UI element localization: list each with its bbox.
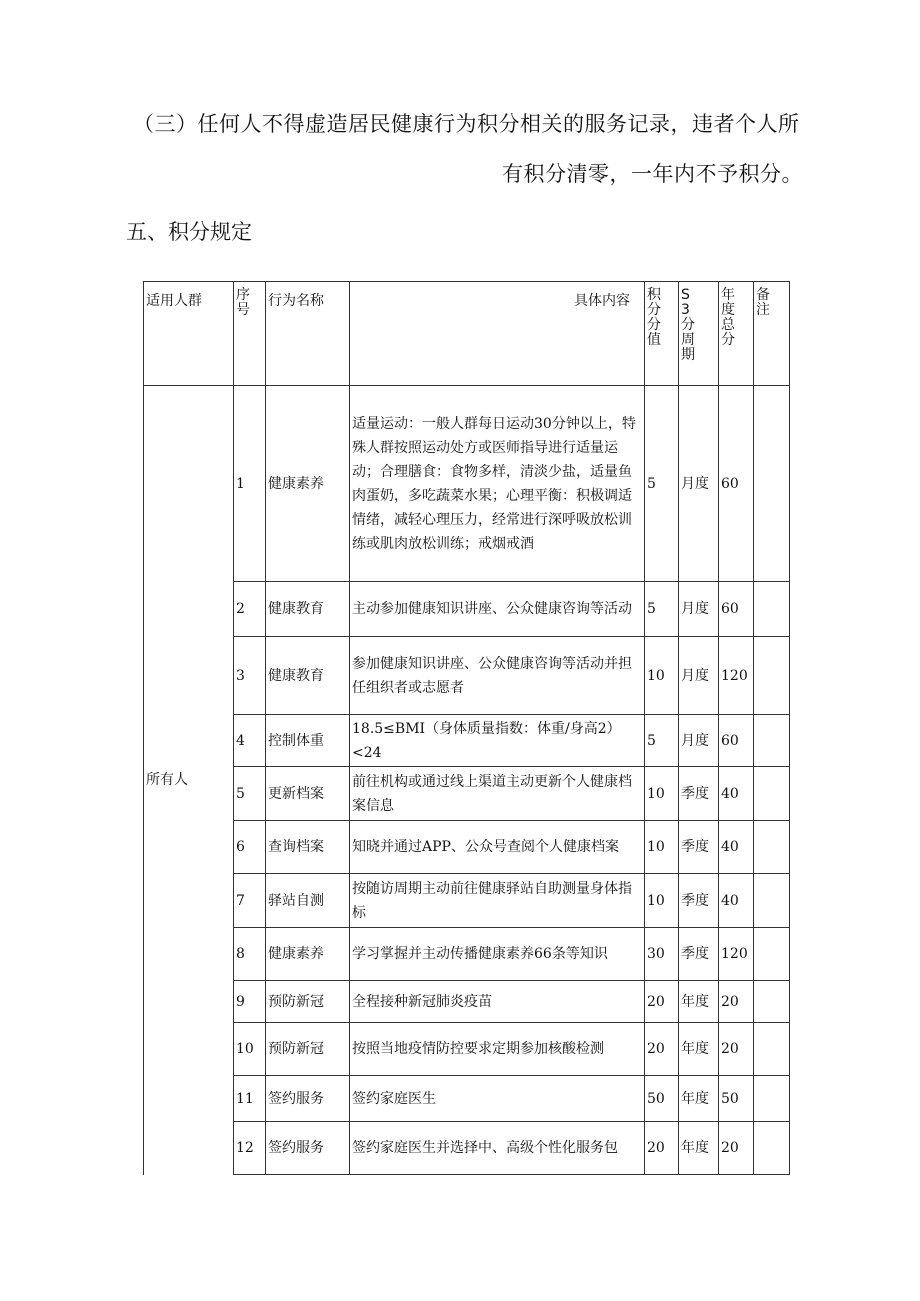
row-name: 预防新冠 <box>266 981 350 1023</box>
row-annual: 40 <box>719 874 754 928</box>
row-points: 20 <box>645 981 679 1023</box>
table-row <box>144 874 790 928</box>
row-annual: 40 <box>719 767 754 821</box>
table-header-row <box>144 282 790 386</box>
row-remark <box>754 874 790 928</box>
row-annual: 60 <box>719 582 754 637</box>
row-name: 驿站自测 <box>266 874 350 928</box>
row-content: 参加健康知识讲座、公众健康咨询等活动并担任组织者或志愿者 <box>350 637 645 715</box>
header-annual: 年度总分 <box>719 282 754 386</box>
row-annual: 120 <box>719 928 754 981</box>
row-index: 3 <box>234 637 266 715</box>
row-index: 11 <box>234 1076 266 1122</box>
header-remark: 备注 <box>754 282 790 386</box>
table-row <box>144 582 790 637</box>
row-remark <box>754 637 790 715</box>
row-cycle: 年度 <box>679 1023 719 1076</box>
points-rules-table <box>143 281 790 1175</box>
row-cycle: 年度 <box>679 981 719 1023</box>
row-annual: 50 <box>719 1076 754 1122</box>
row-index: 2 <box>234 582 266 637</box>
row-name: 健康素养 <box>266 928 350 981</box>
row-index: 9 <box>234 981 266 1023</box>
header-content: 具体内容 <box>350 282 645 386</box>
header-index: 序号 <box>234 282 266 386</box>
row-annual: 20 <box>719 981 754 1023</box>
row-cycle: 月度 <box>679 715 719 767</box>
row-points: 30 <box>645 928 679 981</box>
row-remark <box>754 386 790 582</box>
row-index: 5 <box>234 767 266 821</box>
row-name: 健康教育 <box>266 637 350 715</box>
row-remark <box>754 981 790 1023</box>
header-points: 积分分值 <box>645 282 679 386</box>
row-annual: 20 <box>719 1122 754 1175</box>
row-points: 10 <box>645 637 679 715</box>
row-index: 4 <box>234 715 266 767</box>
row-annual: 120 <box>719 637 754 715</box>
row-points: 50 <box>645 1076 679 1122</box>
row-points: 20 <box>645 1023 679 1076</box>
row-name: 更新档案 <box>266 767 350 821</box>
row-index: 8 <box>234 928 266 981</box>
row-points: 5 <box>645 715 679 767</box>
row-index: 12 <box>234 1122 266 1175</box>
row-cycle: 月度 <box>679 637 719 715</box>
row-points: 10 <box>645 874 679 928</box>
row-name: 健康教育 <box>266 582 350 637</box>
intro-paragraph-line1: （三）任何人不得虚造居民健康行为积分相关的服务记录，违者个人所 <box>133 112 800 136</box>
row-content: 全程接种新冠肺炎疫苗 <box>350 981 645 1023</box>
row-content: 18.5≤BMI（身体质量指数：体重/身高2）<24 <box>350 715 645 767</box>
row-content: 学习掌握并主动传播健康素养66条等知识 <box>350 928 645 981</box>
row-cycle: 月度 <box>679 582 719 637</box>
row-remark <box>754 582 790 637</box>
row-name: 健康素养 <box>266 386 350 582</box>
table-row <box>144 1122 790 1175</box>
table-row <box>144 821 790 874</box>
row-cycle: 年度 <box>679 1122 719 1175</box>
header-group: 适用人群 <box>144 282 234 386</box>
row-points: 5 <box>645 386 679 582</box>
row-name: 签约服务 <box>266 1076 350 1122</box>
table-row <box>144 981 790 1023</box>
table-row <box>144 928 790 981</box>
row-content: 按照当地疫情防控要求定期参加核酸检测 <box>350 1023 645 1076</box>
row-name: 查询档案 <box>266 821 350 874</box>
row-cycle: 季度 <box>679 767 719 821</box>
row-index: 1 <box>234 386 266 582</box>
row-remark <box>754 928 790 981</box>
row-name: 预防新冠 <box>266 1023 350 1076</box>
row-index: 6 <box>234 821 266 874</box>
row-remark <box>754 1122 790 1175</box>
row-annual: 40 <box>719 821 754 874</box>
row-name: 签约服务 <box>266 1122 350 1175</box>
table-row <box>144 767 790 821</box>
row-cycle: 季度 <box>679 821 719 874</box>
row-cycle: 月度 <box>679 386 719 582</box>
row-cycle: 季度 <box>679 928 719 981</box>
group-cell: 所有人 <box>144 386 234 1175</box>
row-points: 5 <box>645 582 679 637</box>
row-remark <box>754 715 790 767</box>
row-annual: 60 <box>719 386 754 582</box>
row-points: 20 <box>645 1122 679 1175</box>
row-remark <box>754 767 790 821</box>
row-content: 签约家庭医生 <box>350 1076 645 1122</box>
intro-paragraph-line2: 有积分清零，一年内不予积分。 <box>502 162 803 186</box>
row-content: 前往机构或通过线上渠道主动更新个人健康档案信息 <box>350 767 645 821</box>
table-row <box>144 1023 790 1076</box>
table-row <box>144 715 790 767</box>
row-remark <box>754 1076 790 1122</box>
row-points: 10 <box>645 767 679 821</box>
row-index: 7 <box>234 874 266 928</box>
row-content: 签约家庭医生并选择中、高级个性化服务包 <box>350 1122 645 1175</box>
header-cycle: S3分周期 <box>679 282 719 386</box>
row-annual: 20 <box>719 1023 754 1076</box>
row-remark <box>754 1023 790 1076</box>
table-row <box>144 386 790 582</box>
header-name: 行为名称 <box>266 282 350 386</box>
row-content: 知晓并通过APP、公众号查阅个人健康档案 <box>350 821 645 874</box>
row-name: 控制体重 <box>266 715 350 767</box>
row-remark <box>754 821 790 874</box>
row-annual: 60 <box>719 715 754 767</box>
table-row <box>144 637 790 715</box>
row-index: 10 <box>234 1023 266 1076</box>
row-points: 10 <box>645 821 679 874</box>
row-cycle: 年度 <box>679 1076 719 1122</box>
row-cycle: 季度 <box>679 874 719 928</box>
section-title: 五、积分规定 <box>126 220 252 244</box>
row-content: 按随访周期主动前往健康驿站自助测量身体指标 <box>350 874 645 928</box>
table-row <box>144 1076 790 1122</box>
row-content: 适量运动：一般人群每日运动30分钟以上，特殊人群按照运动处方或医师指导进行适量运动；合理膳食：食物多样，清淡少盐，适量鱼肉蛋奶，多吃蔬菜水果；心理平衡：积极调适情绪，减轻心理压力，经常进行深呼吸放松训练或肌肉放松训练；戒烟戒酒 <box>350 386 645 582</box>
row-content: 主动参加健康知识讲座、公众健康咨询等活动 <box>350 582 645 637</box>
